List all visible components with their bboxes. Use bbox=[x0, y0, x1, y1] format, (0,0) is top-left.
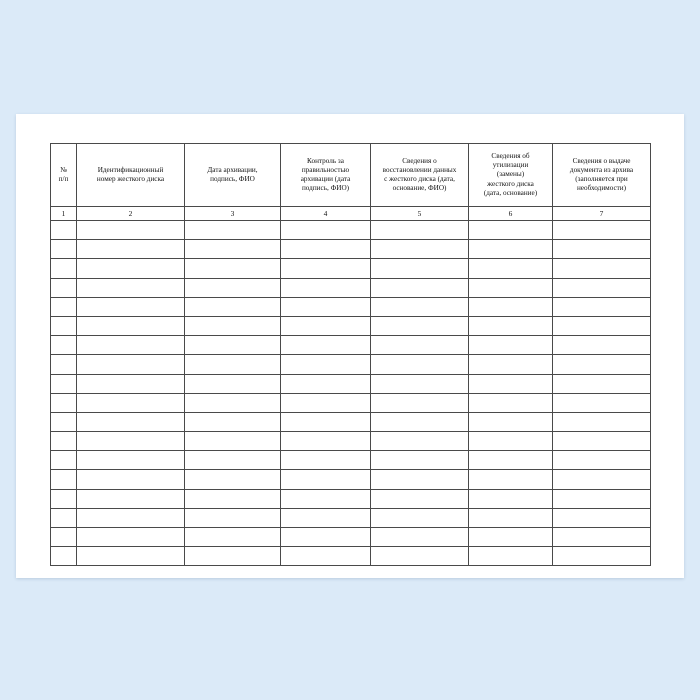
table-cell[interactable] bbox=[281, 508, 371, 527]
table-cell[interactable] bbox=[281, 355, 371, 374]
table-cell[interactable] bbox=[553, 278, 651, 297]
table-row[interactable] bbox=[51, 240, 651, 259]
table-cell[interactable] bbox=[51, 432, 77, 451]
table-cell[interactable] bbox=[553, 547, 651, 566]
table-cell[interactable] bbox=[185, 259, 281, 278]
table-cell[interactable] bbox=[185, 240, 281, 259]
table-cell[interactable] bbox=[51, 489, 77, 508]
table-cell[interactable] bbox=[281, 221, 371, 240]
table-cell[interactable] bbox=[51, 336, 77, 355]
table-cell[interactable] bbox=[51, 528, 77, 547]
table-cell[interactable] bbox=[51, 259, 77, 278]
header-line: основание, ФИО) bbox=[392, 184, 447, 193]
header-line: номер жесткого диска bbox=[96, 175, 165, 183]
table-cell[interactable] bbox=[185, 336, 281, 355]
table-cell[interactable] bbox=[51, 547, 77, 566]
table-cell[interactable] bbox=[281, 432, 371, 451]
table-cell[interactable] bbox=[469, 412, 553, 431]
table-cell[interactable] bbox=[371, 412, 469, 431]
table-cell[interactable] bbox=[469, 470, 553, 489]
table-row[interactable] bbox=[51, 297, 651, 316]
header-line: Дата архивации, bbox=[207, 165, 258, 174]
table-cell[interactable] bbox=[469, 547, 553, 566]
table-cell[interactable] bbox=[469, 259, 553, 278]
table-cell[interactable] bbox=[553, 451, 651, 470]
table-cell[interactable] bbox=[469, 489, 553, 508]
table-cell[interactable] bbox=[281, 547, 371, 566]
column-number-cell: 2 bbox=[77, 207, 185, 221]
table-cell[interactable] bbox=[77, 374, 185, 393]
table-cell[interactable] bbox=[553, 316, 651, 335]
header-line: архивации (дата bbox=[300, 175, 351, 183]
table-cell[interactable] bbox=[553, 297, 651, 316]
table-row[interactable] bbox=[51, 470, 651, 489]
table-cell[interactable] bbox=[51, 278, 77, 297]
table-row[interactable] bbox=[51, 278, 651, 297]
table-cell[interactable] bbox=[553, 470, 651, 489]
table-cell[interactable] bbox=[281, 470, 371, 489]
column-number-cell: 3 bbox=[185, 207, 281, 221]
header-line: Сведения об bbox=[491, 151, 530, 160]
table-row[interactable] bbox=[51, 374, 651, 393]
table-cell[interactable] bbox=[281, 278, 371, 297]
table-row[interactable] bbox=[51, 412, 651, 431]
table-cell[interactable] bbox=[185, 278, 281, 297]
header-line: утилизации bbox=[492, 161, 529, 170]
table-cell[interactable] bbox=[469, 297, 553, 316]
table-cell[interactable] bbox=[77, 489, 185, 508]
header-line: документа из архива bbox=[569, 165, 634, 174]
table-cell[interactable] bbox=[469, 374, 553, 393]
header-line: жесткого диска bbox=[487, 179, 534, 188]
table-cell[interactable] bbox=[185, 432, 281, 451]
table-row[interactable] bbox=[51, 355, 651, 374]
table-cell[interactable] bbox=[51, 240, 77, 259]
table-cell[interactable] bbox=[77, 278, 185, 297]
table-cell[interactable] bbox=[185, 508, 281, 527]
table-cell[interactable] bbox=[185, 374, 281, 393]
table-cell[interactable] bbox=[185, 547, 281, 566]
table-cell[interactable] bbox=[469, 393, 553, 412]
header-line: (заполняется при bbox=[575, 175, 628, 183]
table-cell[interactable] bbox=[469, 355, 553, 374]
table-body bbox=[51, 221, 651, 566]
table-cell[interactable] bbox=[51, 374, 77, 393]
table-header bbox=[51, 144, 651, 221]
table-cell[interactable] bbox=[51, 470, 77, 489]
paper-sheet bbox=[16, 114, 684, 578]
table-cell[interactable] bbox=[77, 508, 185, 527]
table-cell[interactable] bbox=[469, 278, 553, 297]
table-cell[interactable] bbox=[553, 393, 651, 412]
table-cell[interactable] bbox=[553, 528, 651, 547]
table-cell[interactable] bbox=[371, 508, 469, 527]
table-cell[interactable] bbox=[469, 508, 553, 527]
table-cell[interactable] bbox=[371, 221, 469, 240]
table-cell[interactable] bbox=[371, 393, 469, 412]
table-cell[interactable] bbox=[469, 432, 553, 451]
header-line: восстановлении данных bbox=[382, 165, 457, 174]
header-line: Идентификационный bbox=[97, 165, 164, 174]
table-cell[interactable] bbox=[553, 412, 651, 431]
table-cell[interactable] bbox=[553, 336, 651, 355]
table-cell[interactable] bbox=[51, 221, 77, 240]
table-cell[interactable] bbox=[185, 221, 281, 240]
table-cell[interactable] bbox=[281, 297, 371, 316]
table-row[interactable] bbox=[51, 316, 651, 335]
table-cell[interactable] bbox=[281, 489, 371, 508]
table-cell[interactable] bbox=[281, 259, 371, 278]
header-line: Сведения о выдаче bbox=[572, 156, 631, 165]
column-header-disk-id bbox=[77, 144, 185, 207]
table-cell[interactable] bbox=[77, 451, 185, 470]
table-cell[interactable] bbox=[51, 451, 77, 470]
table-cell[interactable] bbox=[553, 221, 651, 240]
table-cell[interactable] bbox=[185, 393, 281, 412]
table-cell[interactable] bbox=[371, 297, 469, 316]
header-line: правильностью bbox=[301, 165, 350, 174]
table-cell[interactable] bbox=[51, 508, 77, 527]
table-cell[interactable] bbox=[77, 393, 185, 412]
table-cell[interactable] bbox=[185, 412, 281, 431]
table-cell[interactable] bbox=[51, 297, 77, 316]
column-header-issue-info bbox=[553, 144, 651, 207]
table-cell[interactable] bbox=[51, 316, 77, 335]
column-number-row bbox=[51, 207, 651, 221]
table-cell[interactable] bbox=[51, 412, 77, 431]
header-line: (замены) bbox=[496, 170, 525, 179]
table-cell[interactable] bbox=[281, 412, 371, 431]
table-cell[interactable] bbox=[77, 432, 185, 451]
table-row[interactable] bbox=[51, 508, 651, 527]
table-cell[interactable] bbox=[51, 355, 77, 374]
table-cell[interactable] bbox=[469, 451, 553, 470]
table-cell[interactable] bbox=[281, 528, 371, 547]
header-line: Контроль за bbox=[307, 156, 344, 165]
table-cell[interactable] bbox=[77, 547, 185, 566]
table-cell[interactable] bbox=[553, 355, 651, 374]
table-row[interactable] bbox=[51, 221, 651, 240]
table-cell[interactable] bbox=[553, 508, 651, 527]
table-cell[interactable] bbox=[553, 432, 651, 451]
table-row[interactable] bbox=[51, 393, 651, 412]
header-row bbox=[51, 144, 651, 207]
column-number-cell: 4 bbox=[281, 207, 371, 221]
table-row[interactable] bbox=[51, 451, 651, 470]
table-cell[interactable] bbox=[469, 221, 553, 240]
table-cell[interactable] bbox=[469, 316, 553, 335]
table-cell[interactable] bbox=[371, 489, 469, 508]
table-cell[interactable] bbox=[469, 240, 553, 259]
table-cell[interactable] bbox=[185, 470, 281, 489]
column-number-cell: 5 bbox=[371, 207, 469, 221]
column-number-cell: 7 bbox=[553, 207, 651, 221]
table-cell[interactable] bbox=[185, 451, 281, 470]
table-cell[interactable] bbox=[281, 451, 371, 470]
journal-table bbox=[50, 143, 651, 566]
table-cell[interactable] bbox=[281, 374, 371, 393]
header-line: Сведения о bbox=[402, 156, 437, 165]
table-cell[interactable] bbox=[371, 432, 469, 451]
table-cell[interactable] bbox=[51, 393, 77, 412]
table-cell[interactable] bbox=[77, 316, 185, 335]
table-row[interactable] bbox=[51, 336, 651, 355]
table-cell[interactable] bbox=[371, 528, 469, 547]
table-cell[interactable] bbox=[281, 316, 371, 335]
column-header-archive-date bbox=[185, 144, 281, 207]
table-row[interactable] bbox=[51, 489, 651, 508]
table-cell[interactable] bbox=[281, 240, 371, 259]
header-line: подпись, ФИО) bbox=[301, 184, 350, 193]
table-cell[interactable] bbox=[371, 470, 469, 489]
table-row[interactable] bbox=[51, 547, 651, 566]
table-row[interactable] bbox=[51, 528, 651, 547]
table-cell[interactable] bbox=[281, 336, 371, 355]
table-cell[interactable] bbox=[185, 297, 281, 316]
header-line: с жесткого диска (дата, bbox=[384, 175, 455, 183]
column-header-archive-control bbox=[281, 144, 371, 207]
table-cell[interactable] bbox=[371, 336, 469, 355]
table-cell[interactable] bbox=[371, 451, 469, 470]
table-cell[interactable] bbox=[185, 316, 281, 335]
header-line: подпись, ФИО bbox=[210, 175, 255, 183]
table-cell[interactable] bbox=[371, 547, 469, 566]
table-row[interactable] bbox=[51, 432, 651, 451]
table-cell[interactable] bbox=[371, 355, 469, 374]
table-cell[interactable] bbox=[371, 278, 469, 297]
table-cell[interactable] bbox=[185, 528, 281, 547]
column-number-cell: 6 bbox=[469, 207, 553, 221]
table-cell[interactable] bbox=[553, 489, 651, 508]
journal-table-container bbox=[50, 143, 650, 566]
table-cell[interactable] bbox=[553, 259, 651, 278]
header-line: № bbox=[60, 165, 67, 174]
table-cell[interactable] bbox=[553, 374, 651, 393]
table-cell[interactable] bbox=[77, 470, 185, 489]
table-cell[interactable] bbox=[469, 528, 553, 547]
table-cell[interactable] bbox=[77, 259, 185, 278]
table-cell[interactable] bbox=[77, 355, 185, 374]
table-cell[interactable] bbox=[553, 240, 651, 259]
column-header-disposal-info bbox=[469, 144, 553, 207]
table-row[interactable] bbox=[51, 259, 651, 278]
column-number-cell: 1 bbox=[51, 207, 77, 221]
table-cell[interactable] bbox=[77, 297, 185, 316]
table-cell[interactable] bbox=[371, 374, 469, 393]
table-cell[interactable] bbox=[371, 316, 469, 335]
table-cell[interactable] bbox=[371, 240, 469, 259]
header-line: п/п bbox=[58, 175, 69, 183]
table-cell[interactable] bbox=[469, 336, 553, 355]
table-cell[interactable] bbox=[77, 412, 185, 431]
table-cell[interactable] bbox=[371, 259, 469, 278]
table-cell[interactable] bbox=[281, 393, 371, 412]
table-cell[interactable] bbox=[77, 528, 185, 547]
table-cell[interactable] bbox=[77, 336, 185, 355]
table-cell[interactable] bbox=[77, 240, 185, 259]
header-line: (дата, основание) bbox=[483, 188, 538, 197]
table-cell[interactable] bbox=[185, 355, 281, 374]
table-cell[interactable] bbox=[185, 489, 281, 508]
column-header-restore-info bbox=[371, 144, 469, 207]
header-line: необходимости) bbox=[576, 184, 627, 193]
column-header-number bbox=[51, 144, 77, 207]
table-cell[interactable] bbox=[77, 221, 185, 240]
